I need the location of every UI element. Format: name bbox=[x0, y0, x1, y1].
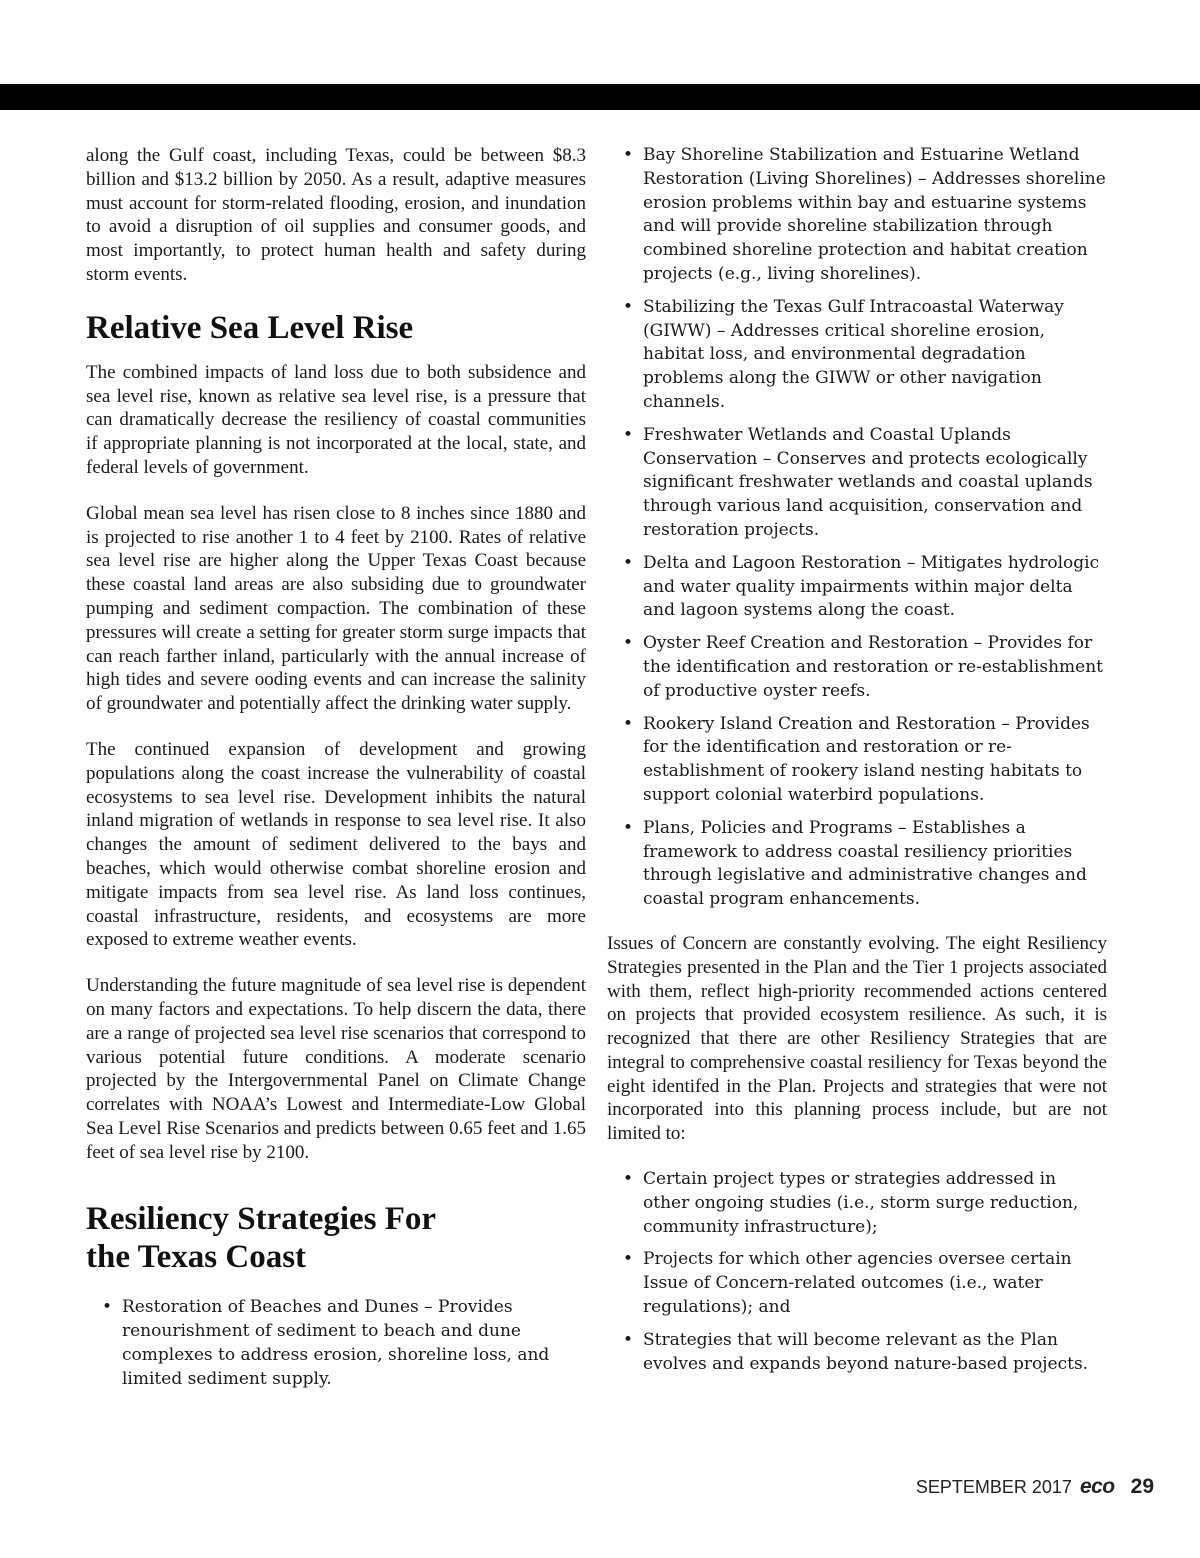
not-included-list bbox=[607, 1168, 1107, 1376]
footer-brand: eco bbox=[1079, 1475, 1115, 1498]
heading-relative-sea-level-rise: Relative Sea Level Rise bbox=[86, 309, 414, 346]
list-item bbox=[86, 1296, 586, 1391]
list-item bbox=[607, 632, 1107, 703]
paragraph-global-mean: Global mean sea level has risen close to 8 inches since 1880 and is projected to rise another 1 to 4 feet by 2100. Rates of relative sea level rise are higher along the Upper Texas Coast because these coastal land areas are also subsiding due to groundwater pumping and sediment compaction. The combination of these pressures will create a setting for greater storm surge impacts that can reach farther inland, particularly with the annual increase of high tides and severe ooding events and can increase the salinity of groundwater and potentially affect the drinking water supply. bbox=[86, 502, 586, 715]
heading-line-1: Resiliency Strategies For bbox=[86, 1201, 437, 1238]
paragraph-intro: along the Gulf coast, including Texas, could be between $8.3 billion and $13.2 billion by 2050. As a result, adaptive measures must account for storm-related flooding, erosion, and inundation to avoid a disruption of oil supplies and consumer goods, and most importantly, to protect human health and safety during storm events. bbox=[86, 145, 586, 285]
list-item-text: Delta and Lagoon Restoration – Mitigates hydrologic and water quality impairments within major delta and lagoon systems along the coast. bbox=[643, 552, 1100, 621]
list-item bbox=[607, 713, 1107, 808]
bullet-icon: • bbox=[623, 1249, 634, 1270]
footer-date: SEPTEMBER 2017 bbox=[915, 1477, 1072, 1497]
list-item-text: Strategies that will become relevant as the Plan evolves and expands beyond nature-based projects. bbox=[643, 1329, 1089, 1374]
list-item-text: Rookery Island Creation and Restoration – Provides for the identification and restoration or re-establishment of rookery island nesting habitats to support colonial waterbird populations. bbox=[643, 713, 1090, 805]
paragraph-continued-expansion: The continued expansion of development and growing populations along the coast increase the vulnerability of coastal ecosystems to sea level rise. Development inhibits the natural inland migration of wetlands in response to sea level rise. It also changes the amount of sediment delivered to the bays and beaches, which would otherwise combat shoreline erosion and mitigate impacts from sea level rise. As land loss continues, coastal infrastructure, residents, and ecosystems are more exposed to extreme weather events. bbox=[86, 738, 586, 951]
list-item bbox=[607, 1168, 1107, 1239]
list-item-text: Plans, Policies and Programs – Establishes a framework to address coastal resiliency priorities through legislative and administrative changes and coastal program enhancements. bbox=[643, 817, 1087, 910]
strategy-list-right bbox=[607, 144, 1107, 912]
list-item bbox=[607, 296, 1107, 415]
bullet-icon: • bbox=[623, 1329, 634, 1350]
right-column bbox=[607, 144, 1107, 1396]
list-item bbox=[607, 424, 1107, 543]
list-item bbox=[607, 1329, 1107, 1377]
top-black-bar bbox=[0, 84, 1200, 110]
paragraph-issues-of-concern: Issues of Concern are constantly evolving. The eight Resiliency Strategies presented in the Plan and the Tier 1 projects associated with them, reflect high-priority recommended actions centered on projects that provided ecosystem resilience. As such, it is recognized that there are other Resiliency Strategies that are integral to comprehensive coastal resiliency for Texas beyond the eight identifed in the Plan. Projects and strategies that were not incorporated into this planning process include, but are not limited to: bbox=[607, 932, 1107, 1145]
list-item bbox=[607, 1248, 1107, 1319]
list-item bbox=[607, 552, 1107, 623]
strategy-list-left bbox=[86, 1296, 586, 1391]
list-item-text: Bay Shoreline Stabilization and Estuarine Wetland Restoration (Living Shorelines) – Addresses shoreline erosion problems within bay and estuarine systems and will provide shoreline stabilization through combined shoreline protection and habitat creation projects (e.g., living shorelines). bbox=[643, 145, 1106, 284]
bullet-icon: • bbox=[623, 424, 634, 445]
list-item-text: Stabilizing the Texas Gulf Intracoastal Waterway (GIWW) – Addresses critical shoreline erosion, habitat loss, and environmental degradation problems along the GIWW or other navigation channels. bbox=[643, 296, 1064, 412]
list-item-text: Oyster Reef Creation and Restoration – Provides for the identification and restoration or re-establishment of productive oyster reefs. bbox=[643, 633, 1103, 701]
bullet-icon: • bbox=[623, 817, 634, 838]
left-column bbox=[86, 144, 586, 1412]
list-item-text: Freshwater Wetlands and Coastal Uplands Conservation – Conserves and protects ecologically significant freshwater wetlands and coastal uplands through various land acquisition, conservation and restoration projects. bbox=[643, 424, 1093, 540]
page-number: 29 bbox=[1130, 1475, 1154, 1498]
list-item-text: Projects for which other agencies oversee certain Issue of Concern-related outcomes (i.e., water regulations); and bbox=[643, 1249, 1072, 1318]
bullet-icon: • bbox=[623, 552, 634, 573]
page-footer bbox=[916, 1475, 1154, 1499]
paragraph-combined-impacts: The combined impacts of land loss due to both subsidence and sea level rise, known as relative sea level rise, is a pressure that can dramatically decrease the resiliency of coastal communities if appropriate planning is not incorporated at the local, state, and federal levels of government. bbox=[86, 361, 586, 478]
bullet-icon: • bbox=[623, 1169, 634, 1190]
list-item bbox=[607, 144, 1107, 287]
heading-resiliency-strategies bbox=[86, 1200, 586, 1276]
bullet-icon: • bbox=[623, 713, 634, 734]
bullet-icon: • bbox=[623, 145, 634, 165]
paragraph-understanding: Understanding the future magnitude of sea level rise is dependent on many factors and expectations. To help discern the data, there are a range of projected sea level rise scenarios that correspond to various potential future conditions. A moderate scenario projected by the Intergovernmental Panel on Climate Change correlates with NOAA’s Lowest and Intermediate-Low Global Sea Level Rise Scenarios and predicts between 0.65 feet and 1.65 feet of sea level rise by 2100. bbox=[86, 975, 586, 1163]
bullet-icon: • bbox=[623, 296, 634, 317]
bullet-icon: • bbox=[623, 633, 634, 654]
list-item-text: Restoration of Beaches and Dunes – Provides renourishment of sediment to beach and dune complexes to address erosion, shoreline loss, and limited sediment supply. bbox=[122, 1297, 550, 1389]
bullet-icon: • bbox=[102, 1297, 113, 1318]
heading-line-2: the Texas Coast bbox=[86, 1239, 307, 1276]
list-item-text: Certain project types or strategies addressed in other ongoing studies (i.e., storm surge reduction, community infrastructure); bbox=[643, 1169, 1079, 1237]
list-item bbox=[607, 817, 1107, 912]
